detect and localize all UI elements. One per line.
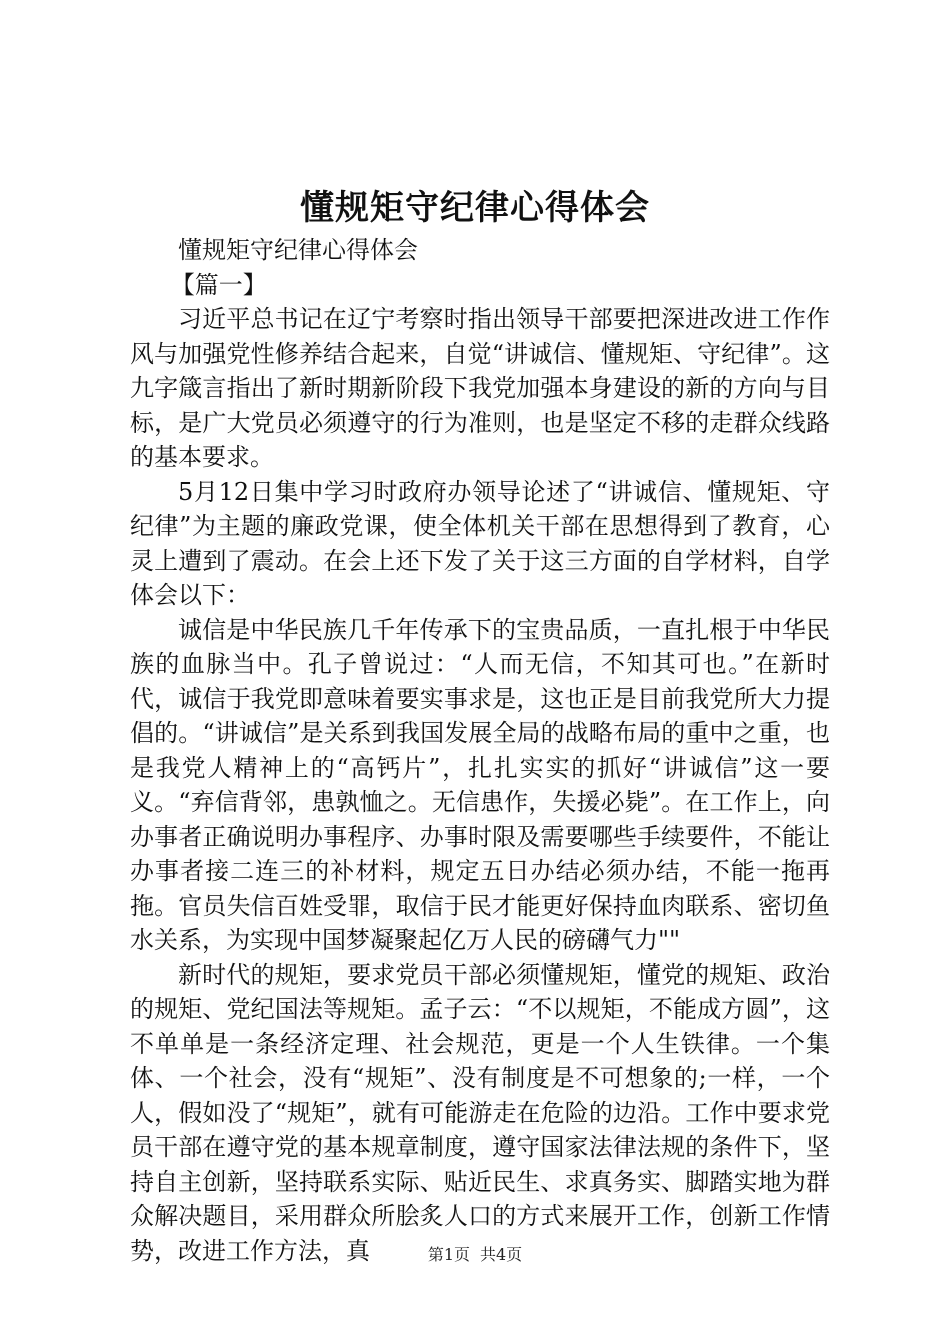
paragraph: 新时代的规矩，要求党员干部必须懂规矩，懂党的规矩、政治的规矩、党纪国法等规矩。孟子云：“不以规矩，不能成方圆”，这不单单是一条经济定理、社会规范，更是一个人生铁律。一个集体、一个社会，没有“规矩”、没有制度是不可想象的;一样，一个人，假如没了“规矩”，就有可能游走在危险的边沿。工作中要求党员干部在遵守党的基本规章制度，遵守国家法律法规的条件下，坚持自主创新，坚持联系实际、贴近民生、求真务实、脚踏实地为群众解决题目，采用群众所脍炙人口的方式来展开工作，创新工作情势，改进工作方法，真 [130,960,830,1265]
page-total: 共4页 [480,1245,523,1264]
page-number: 第1页 [427,1245,470,1264]
paragraph: 习近平总书记在辽宁考察时指出领导干部要把深进改进工作作风与加强党性修养结合起来，自觉“讲诚信、懂规矩、守纪律”。这九字箴言指出了新时期新阶段下我党加强本身建设的新的方向与目标，是广大党员必须遵守的行为准则，也是坚定不移的走群众线路的基本要求。 [130,305,830,471]
document-title: 懂规矩守纪律心得体会 [300,188,650,228]
document-body [130,233,830,1268]
paragraph: 诚信是中华民族几千年传承下的宝贵品质，一直扎根于中华民族的血脉当中。孔子曾说过：“人而无信，不知其可也。”在新时代，诚信于我党即意味着要实事求是，这也正是目前我党所大力提倡的。“讲诚信”是关系到我国发展全局的战略布局的重中之重，也是我党人精神上的“高钙片”，扎扎实实的抓好“讲诚信”这一要义。“弃信背邻，患孰恤之。无信患作，失援必毙”。在工作上，向办事者正确说明办事程序、办事时限及需要哪些手续要件，不能让办事者接二连三的补材料，规定五日办结必须办结，不能一拖再拖。官员失信百姓受罪，取信于民才能更好保持血肉联系、密切鱼水关系，为实现中国梦凝聚起亿万人民的磅礴气力"" [130,615,830,954]
document-subtitle: 懂规矩守纪律心得体会 [178,236,418,264]
paragraph: 5月12日集中学习时政府办领导论述了“讲诚信、懂规矩、守纪律”为主题的廉政党课，使全体机关干部在思想得到了教育，心灵上遭到了震动。在会上还下发了关于这三方面的自学材料，自学体会以下： [130,477,830,609]
section-heading: 【篇一】 [170,270,267,299]
page-footer [0,1243,950,1267]
